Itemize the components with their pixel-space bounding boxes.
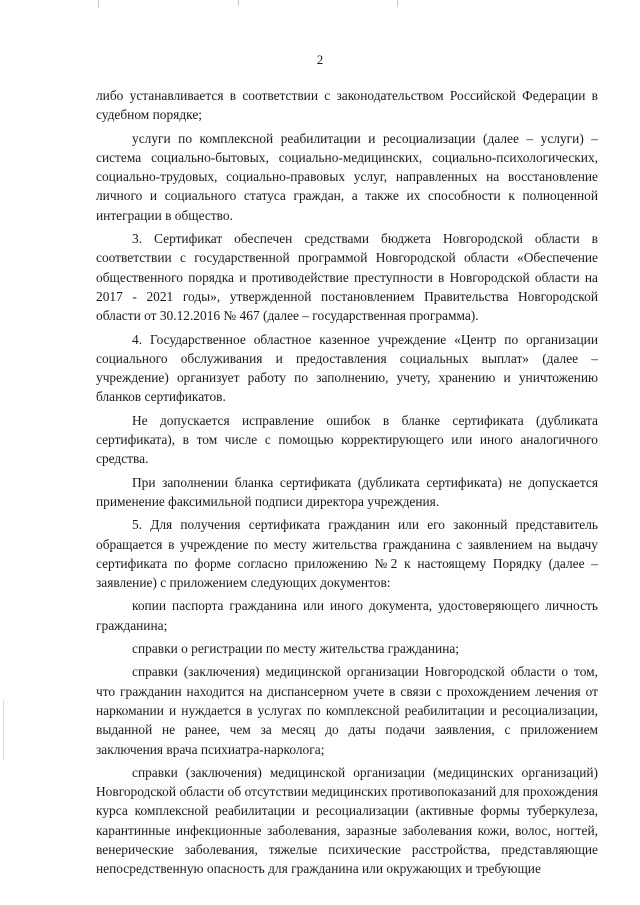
scan-artifact (397, 0, 398, 7)
paragraph: справки (заключения) медицинской организации (медицинских организаций) Новгородской области об отсутствии медицинских противопоказаний для прохождения курса комплексной реабилитации и ресоциализации (активные формы туберкулеза, карантинные инфекционные заболевания, заразные заболевания кожи, волос, ногтей, венерические заболевания, тяжелые психические расстройства, представляющие непосредственную опасность для гражданина или окружающих и требующие (96, 764, 598, 877)
paragraph: справки о регистрации по месту жительства гражданина; (132, 641, 460, 657)
page-number: 2 (316, 52, 324, 67)
paragraph: 5. Для получения сертификата гражданин или его законный представитель обращается в учреждение по месту жительства гражданина с заявлением на выдачу сертификата по форме согласно приложению №2 к настоящему Порядку (далее – заявление) с приложением следующих документов: (96, 517, 598, 591)
scan-artifact (238, 0, 239, 6)
paragraph: справки (заключения) медицинской организации Новгородской области о том, что гражданин находится на диспансерном учете в связи с прохождением лечения от наркомании и нуждается в услугах по комплексной реабилитации и ресоциализации, выданной не ранее, чем за месяц до даты подачи заявления, с приложением заключения врача психиатра-нарколога; (96, 664, 598, 757)
paragraph: 4. Государственное областное казенное учреждение «Центр по организации социального обслуживания и предоставления социальных выплат» (далее – учреждение) организует работу по заполнению, учету, хранению и уничтожению бланков сертификатов. (96, 331, 598, 405)
scan-artifact (3, 700, 4, 760)
paragraph: Не допускается исправление ошибок в бланке сертификата (дубликата сертификата), в том числе с помощью корректирующего или иного аналогичного средства. (96, 412, 598, 467)
paragraph: копии паспорта гражданина или иного документа, удостоверяющего личность гражданина; (96, 598, 598, 633)
paragraph: либо устанавливается в соответствии с законодательством Российской Федерации в судебном порядке; (96, 88, 598, 123)
document-body (96, 86, 598, 879)
paragraph: услуги по комплексной реабилитации и ресоциализации (далее – услуги) – система социально-бытовых, социально-медицинских, социально-психологических, социально-трудовых, социально-правовых услуг, направленных на восстановление личного и социального статуса граждан, а также их способности к полноценной интеграции в общество. (96, 130, 598, 223)
scan-artifact (98, 0, 99, 8)
paragraph: 3. Сертификат обеспечен средствами бюджета Новгородской области в соответствии с государственной программой Новгородской области «Обеспечение общественного порядка и противодействие преступности в Новгородской области на 2017 - 2021 годы», утвержденной постановлением Правительства Новгородской области от 30.12.2016 № 467 (далее – государственная программа). (96, 231, 598, 324)
paragraph: При заполнении бланка сертификата (дубликата сертификата) не допускается применение факсимильной подписи директора учреждения. (96, 474, 598, 509)
